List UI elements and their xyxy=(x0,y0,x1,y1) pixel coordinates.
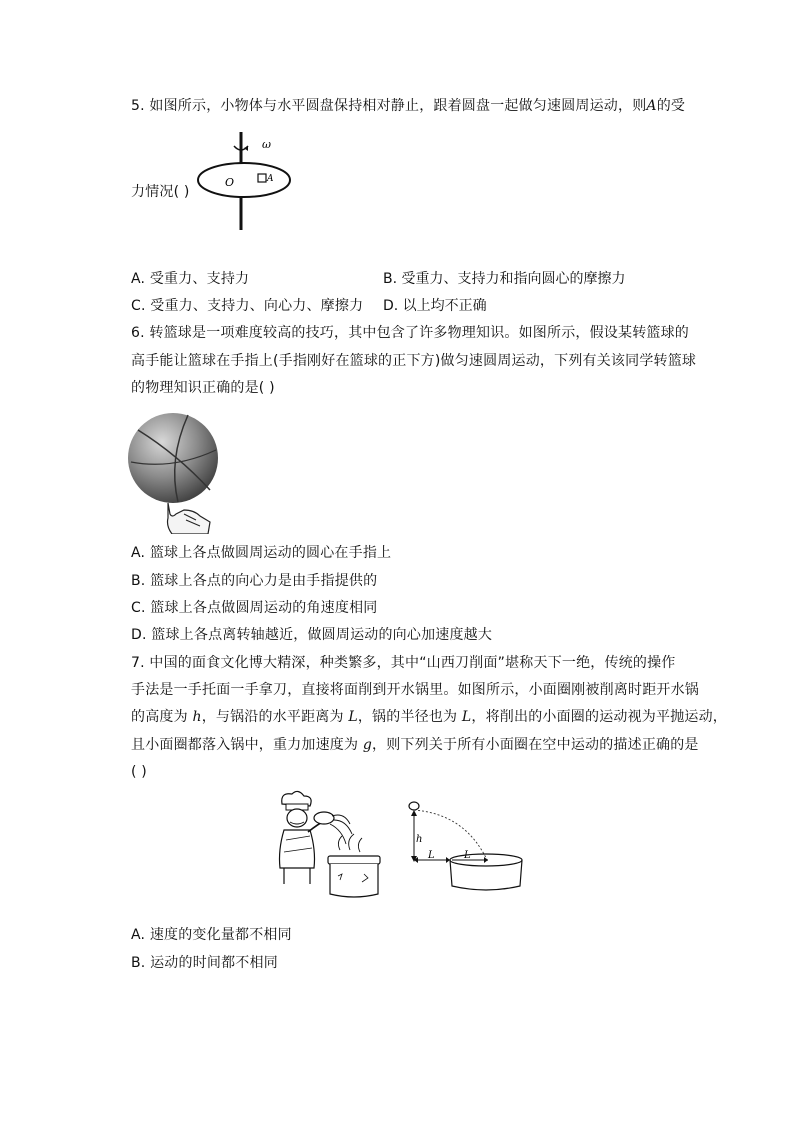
q7-var-g: g xyxy=(362,737,373,753)
spinning-basketball-figure xyxy=(128,410,220,534)
q7-var-l1: L xyxy=(348,709,358,725)
q6-option-a[interactable]: A. 篮球上各点做圆周运动的圆心在手指上 xyxy=(131,545,392,561)
q6-stem-line1: 6. 转篮球是一项难度较高的技巧，其中包含了许多物理知识。如图所示，假设某转篮球的 xyxy=(131,325,690,341)
q7-stem3-text-c: ，锅的半径也为 xyxy=(357,709,458,725)
q7-option-b[interactable]: B. 运动的时间都不相同 xyxy=(131,955,278,971)
q5-option-a[interactable]: A. 受重力、支持力 xyxy=(131,271,250,287)
q5-stem-line2: 力情况( ) xyxy=(131,184,190,200)
radius-l2-label: L xyxy=(464,850,471,861)
projectile-diagram-figure xyxy=(404,796,526,896)
q7-stem-line5: ( ) xyxy=(131,764,147,780)
q5-stem-text-a: 5. 如图所示，小物体与水平圆盘保持相对静止，跟着圆盘一起做匀速圆周运动，则 xyxy=(131,98,647,114)
q6-option-c[interactable]: C. 篮球上各点做圆周运动的角速度相同 xyxy=(131,600,378,616)
distance-l1-label: L xyxy=(428,850,435,861)
center-o-label: O xyxy=(225,176,235,189)
q7-stem-line3 xyxy=(131,707,727,727)
object-a-label: A xyxy=(267,174,274,184)
q5-option-d[interactable]: D. 以上均不正确 xyxy=(383,298,487,314)
rotating-disc-figure xyxy=(192,132,302,232)
q7-stem-line2: 手法是一手托面一手拿刀，直接将面削到开水锅里。如图所示，小面圈刚被削离时距开水锅 xyxy=(131,682,699,698)
q7-stem-line4 xyxy=(131,735,699,755)
q7-stem3-text-b: ，与锅沿的水平距离为 xyxy=(201,709,344,725)
q5-stem-line1 xyxy=(131,96,685,116)
q7-stem4-text-a: 且小面圈都落入锅中，重力加速度为 xyxy=(131,737,359,753)
q5-stem-text-b: 的受 xyxy=(656,98,686,114)
q5-option-b[interactable]: B. 受重力、支持力和指向圆心的摩擦力 xyxy=(383,271,626,287)
q6-stem-line3: 的物理知识正确的是( ) xyxy=(131,380,275,396)
height-h-label: h xyxy=(416,834,423,845)
q7-stem3-text-d: ，将削出的小面圈的运动视为平抛运动， xyxy=(471,709,728,725)
q7-option-a[interactable]: A. 速度的变化量都不相同 xyxy=(131,927,292,943)
q7-stem3-text-a: 的高度为 xyxy=(131,709,188,725)
q5-option-c[interactable]: C. 受重力、支持力、向心力、摩擦力 xyxy=(131,298,364,314)
q7-stem-line1: 7. 中国的面食文化博大精深，种类繁多，其中“山西刀削面”堪称天下一绝，传统的操作 xyxy=(131,655,676,671)
q6-option-d[interactable]: D. 篮球上各点离转轴越近，做圆周运动的向心加速度越大 xyxy=(131,627,493,643)
q7-stem4-text-b: ，则下列关于所有小面圈在空中运动的描述正确的是 xyxy=(372,737,699,753)
chef-noodle-figure xyxy=(270,790,388,902)
q7-var-l2: L xyxy=(461,709,472,725)
q6-stem-line2: 高手能让篮球在手指上(手指刚好在篮球的正下方)做匀速圆周运动，下列有关该同学转篮球 xyxy=(131,353,697,369)
omega-label: ω xyxy=(262,138,271,151)
q6-option-b[interactable]: B. 篮球上各点的向心力是由手指提供的 xyxy=(131,573,378,589)
q5-stem-var-a: A xyxy=(646,98,657,114)
q7-var-h: h xyxy=(192,709,202,725)
